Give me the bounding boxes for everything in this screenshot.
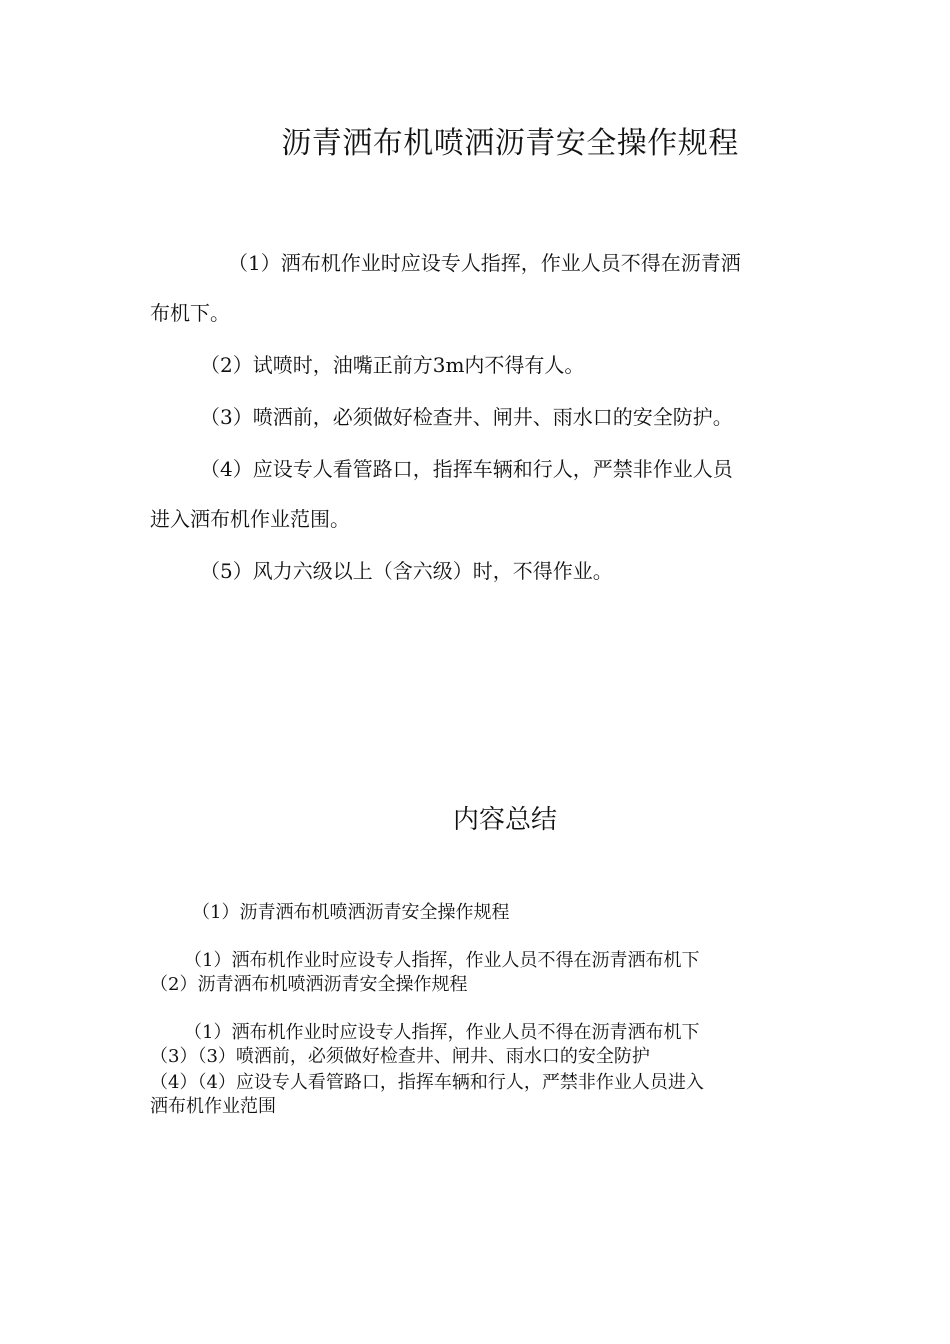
summary-title: 内容总结	[452, 805, 557, 835]
rule-4-line-2: 进入洒布机作业范围。	[150, 507, 350, 531]
summary-line-3: （2）沥青洒布机喷洒沥青安全操作规程	[150, 974, 468, 995]
summary-line-2: （1）洒布机作业时应设专人指挥，作业人员不得在沥青洒布机下	[184, 950, 700, 971]
rule-5: （5）风力六级以上（含六级）时，不得作业。	[200, 559, 613, 583]
summary-line-6: （4）（4）应设专人看管路口，指挥车辆和行人，严禁非作业人员进入	[150, 1072, 704, 1093]
summary-line-4: （1）洒布机作业时应设专人指挥，作业人员不得在沥青洒布机下	[184, 1022, 700, 1043]
summary-line-1: （1）沥青洒布机喷洒沥青安全操作规程	[192, 902, 510, 923]
rule-2: （2）试喷时，油嘴正前方3m内不得有人。	[200, 353, 585, 377]
rule-1-line-1: （1）洒布机作业时应设专人指挥，作业人员不得在沥青洒	[228, 251, 741, 275]
summary-line-5: （3）（3）喷洒前，必须做好检查井、闸井、雨水口的安全防护	[150, 1046, 650, 1067]
summary-line-7: 洒布机作业范围	[150, 1096, 276, 1117]
rule-4-line-1: （4）应设专人看管路口，指挥车辆和行人，严禁非作业人员	[200, 457, 733, 481]
rule-1-line-2: 布机下。	[150, 301, 230, 325]
rule-3: （3）喷洒前，必须做好检查井、闸井、雨水口的安全防护。	[200, 405, 733, 429]
document-title: 沥青洒布机喷洒沥青安全操作规程	[281, 126, 739, 161]
